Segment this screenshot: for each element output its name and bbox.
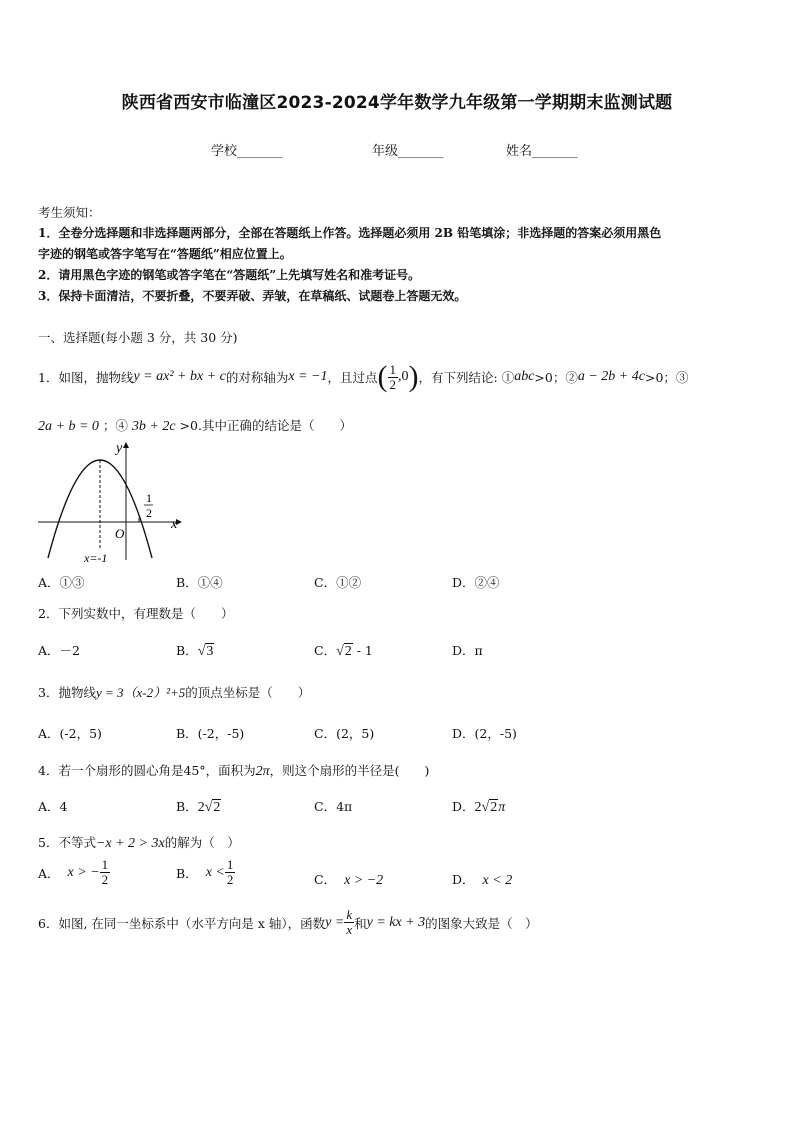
question-5-stem — [38, 833, 240, 852]
sqrt-icon: √2 — [481, 800, 498, 815]
notice-line-1b: 字迹的钢笔或答字笔写在“答题纸”相应位置上。 — [38, 247, 292, 261]
sqrt-icon: √2 — [204, 800, 221, 815]
q3-option-c[interactable]: C．(2，5) — [314, 726, 375, 741]
q2-option-b-label: B． — [176, 643, 198, 658]
q4-option-a[interactable]: A．4 — [38, 799, 68, 814]
q5-option-a-fraction: $\frac{1}{2}$ — [101, 857, 109, 887]
q4-option-d-tail: π — [498, 800, 506, 815]
q4-option-b[interactable] — [176, 797, 221, 816]
q3-text-b: 的顶点坐标是（ ） — [185, 685, 311, 700]
y-axis-label: y — [116, 441, 123, 456]
q4-text-b: ，则这个扇形的半径是( ) — [269, 763, 430, 778]
q4-option-c[interactable]: C．4π — [314, 799, 353, 814]
q5-option-d-value: x < 2 — [482, 873, 513, 888]
q1-option-d[interactable]: D．②④ — [452, 575, 500, 590]
q4-option-d-coef: 2 — [474, 800, 482, 815]
q5-option-a-label: A． — [38, 865, 60, 881]
q1-equation: y = ax² + bx + c — [133, 369, 226, 384]
sqrt-icon: √3 — [197, 644, 214, 659]
origin-label: O — [115, 526, 125, 541]
notice-line-2: 2．请用黑色字迹的钢笔或答字笔在“答题纸”上先填写姓名和准考证号。 — [38, 268, 421, 282]
half-numerator: 1 — [146, 491, 152, 505]
q6-func1-lhs: y = — [325, 914, 345, 930]
q5-option-c-label: C． — [314, 872, 337, 887]
q5-option-a-lhs: x > − — [67, 864, 100, 880]
q1-conclusion-4: 3b + 2c — [131, 419, 176, 434]
parabola-graph — [36, 440, 186, 566]
q1-line2-end: >0.其中正确的结论是（ ） — [179, 418, 352, 433]
q1-text-2: 的对称轴为 — [225, 370, 289, 385]
q3-option-a[interactable]: A．(-2，5) — [38, 726, 102, 741]
q1-gt-1: >0；② — [534, 370, 578, 385]
q4-option-d[interactable] — [452, 797, 505, 816]
q1-option-a[interactable]: A．①③ — [38, 575, 85, 590]
q4-text-a: 4．若一个扇形的圆心角是45°，面积为 — [38, 763, 256, 778]
q5-option-c[interactable] — [314, 870, 383, 889]
question-3-stem — [38, 682, 310, 701]
half-denominator: 2 — [146, 506, 152, 520]
q5-option-c-value: x > −2 — [344, 873, 384, 888]
q1-point-fraction: $\frac{1}{2}$ — [389, 361, 397, 392]
grade-field[interactable]: 年级_______ — [372, 144, 444, 159]
q2-option-b[interactable] — [176, 641, 214, 660]
q3-equation: y = 3（x-2）²+5 — [95, 685, 186, 700]
q1-option-c[interactable]: C．①② — [314, 575, 362, 590]
x-axis-label: x — [171, 517, 178, 532]
q4-area: 2π — [255, 764, 270, 779]
q3-option-d[interactable]: D．(2，-5) — [452, 726, 517, 741]
q1-conclusion-2: a − 2b + 4c — [577, 369, 645, 384]
q1-point-y: ,0 — [398, 369, 409, 384]
q2-option-a[interactable]: A．－2 — [38, 643, 80, 658]
q5-text-b: 的解为（ ） — [164, 835, 240, 850]
school-field[interactable]: 学校_______ — [211, 144, 283, 159]
question-6-stem — [38, 908, 538, 937]
q3-text-a: 3．抛物线 — [38, 685, 96, 700]
q5-option-b[interactable] — [176, 858, 235, 887]
question-2-stem: 2．下列实数中，有理数是（ ） — [38, 606, 234, 621]
q6-text-2: 和 — [354, 915, 367, 931]
name-field[interactable]: 姓名_______ — [506, 144, 578, 159]
q4-option-d-label: D． — [452, 799, 475, 814]
q1-conclusion-3: 2a + b = 0 — [38, 419, 99, 434]
q6-func1-fraction: $\frac{k}{x}$ — [346, 907, 353, 937]
q5-inequality: −x + 2 > 3x — [95, 836, 165, 851]
q6-text-3: 的图象大致是（ ） — [425, 915, 538, 931]
q2-option-d[interactable]: D．π — [452, 643, 483, 658]
question-1-stem: 1．如图，抛物线 y = ax² + bx + c 的对称轴为 x = −1 ，且过点 ( $\frac{1}{2}$ ,0 ) ，有下列结论: ① abc >0；② a − 2b + 4c >0；③ — [38, 360, 689, 393]
q5-option-d-label: D． — [452, 872, 475, 887]
q5-option-b-lhs: x < — [205, 864, 225, 880]
q1-line2-sep: ；④ — [102, 418, 128, 433]
q1-text-1: 1．如图，抛物线 — [38, 370, 134, 385]
q5-text-a: 5．不等式 — [38, 835, 96, 850]
q3-option-b[interactable]: B．(-2，-5) — [176, 726, 245, 741]
notice-line-3: 3．保持卡面清洁，不要折叠，不要弄破、弄皱，在草稿纸、试题卷上答题无效。 — [38, 289, 467, 303]
question-4-stem — [38, 761, 429, 780]
q5-option-b-label: B． — [176, 865, 198, 881]
q1-conclusion-1: abc — [514, 369, 535, 384]
q5-option-a[interactable] — [38, 858, 110, 887]
q1-option-b[interactable]: B．①④ — [176, 575, 223, 590]
q4-option-b-coef: 2 — [197, 800, 205, 815]
q1-axis: x = −1 — [288, 369, 328, 384]
q1-text-4: ，有下列结论: ① — [418, 370, 515, 385]
q1-text-3: ，且过点 — [327, 370, 378, 385]
notice-line-1a: 1．全卷分选择题和非选择题两部分，全部在答题纸上作答。选择题必须用 2B 铅笔填涂；非选择题的答案必须用黑色 — [38, 226, 662, 240]
q2-option-c[interactable] — [314, 641, 373, 660]
q5-option-b-fraction: $\frac{1}{2}$ — [226, 857, 234, 887]
notice-heading: 考生须知： — [38, 205, 101, 220]
symmetry-axis-label: x=-1 — [84, 551, 108, 565]
q6-func2: y = kx + 3 — [366, 914, 426, 930]
sqrt-icon: √2 — [336, 644, 352, 659]
q2-option-c-tail: - 1 — [352, 643, 373, 658]
question-1-stem-line-2 — [38, 416, 352, 435]
section-heading: 一、选择题(每小题 3 分，共 30 分) — [38, 330, 238, 345]
q5-option-d[interactable] — [452, 870, 512, 889]
q2-option-c-label: C． — [314, 643, 337, 658]
q1-gt-2: >0；③ — [644, 370, 689, 385]
page-title: 陕西省西安市临潼区2023-2024学年数学九年级第一学期期末监测试题 — [121, 93, 673, 113]
q6-text-1: 6．如图, 在同一坐标系中（水平方向是 x 轴），函数 — [38, 915, 326, 931]
q4-option-b-label: B． — [176, 799, 198, 814]
